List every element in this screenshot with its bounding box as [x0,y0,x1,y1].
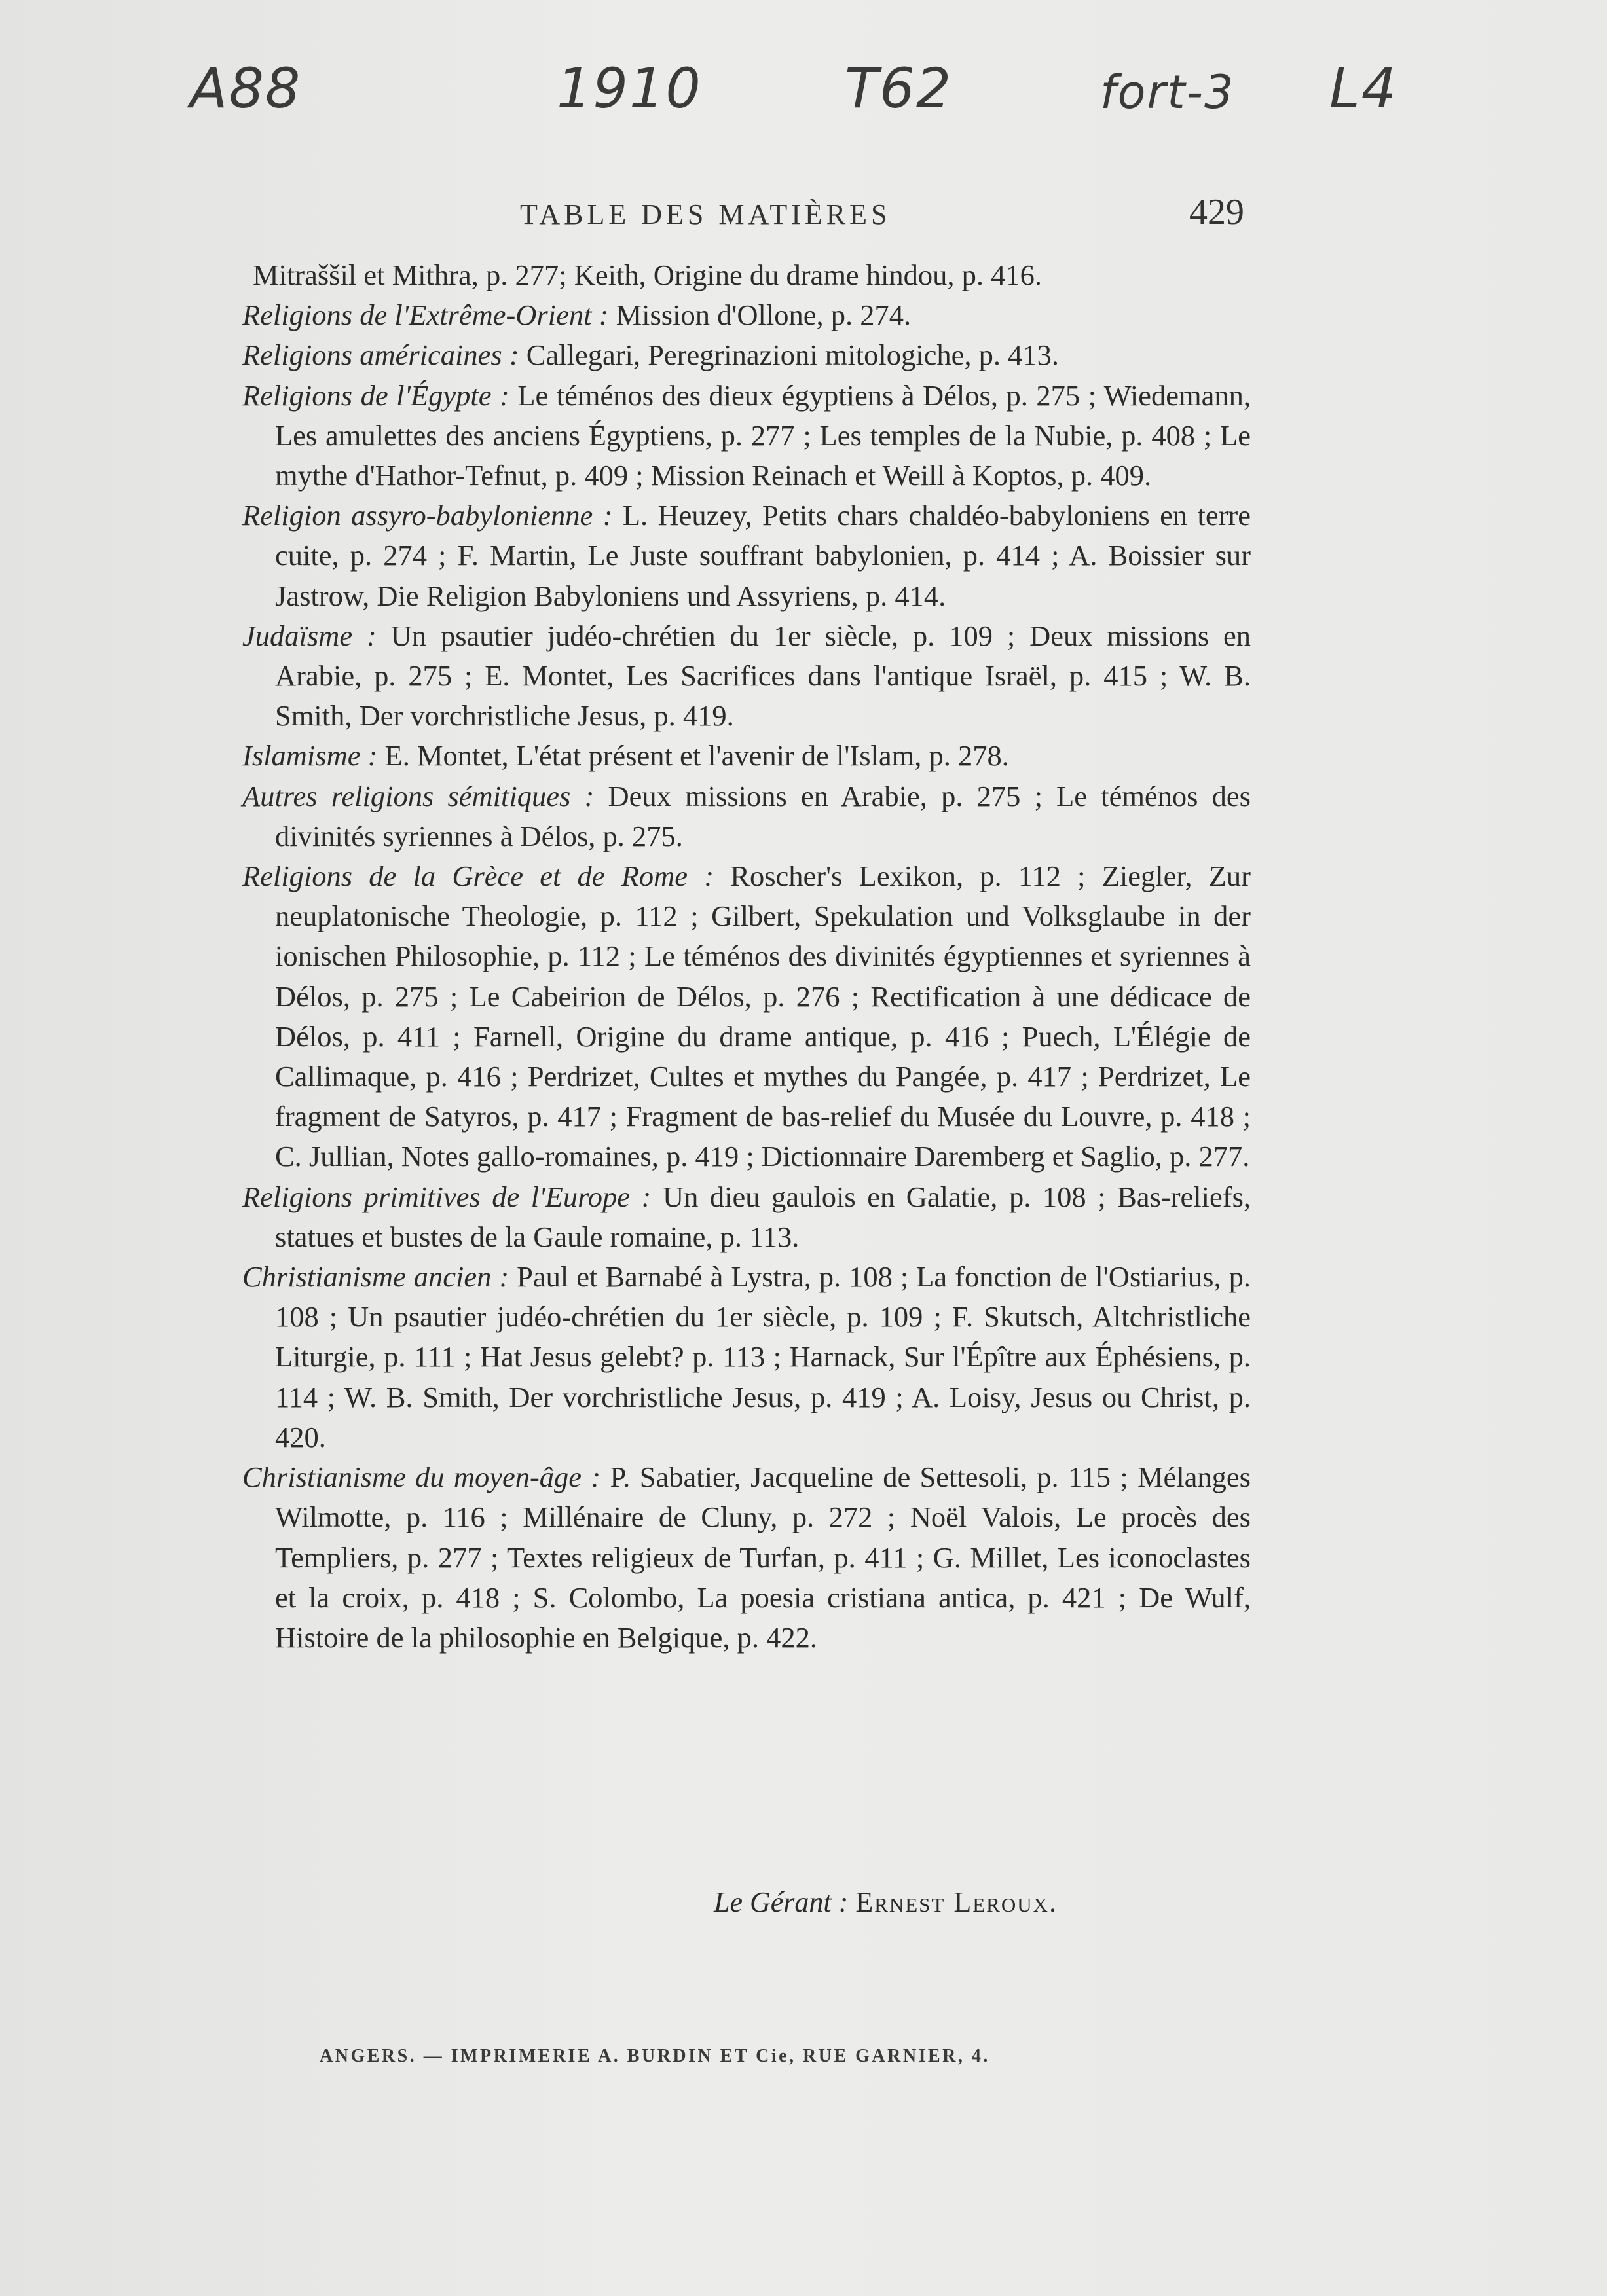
handwritten-note-3: T62 [845,56,953,120]
toc-entry [229,856,1251,1177]
toc-entry [229,496,1251,616]
toc-category: Religions de l'Extrême-Orient : [242,299,609,332]
toc-category: Religions de l'Égypte : [242,378,509,412]
toc-entry [229,295,1251,335]
toc-category: Religions de la Grèce et de Rome : [242,860,714,893]
handwritten-note-5: L4 [1329,56,1398,120]
toc-entry [229,1257,1251,1457]
toc-entry-text: Un dieu gaulois en Galatie, p. 108 ; Bas-reliefs, statues et bustes de la Gaule romaine, p. 113. [275,1180,1251,1253]
printer-imprint: ANGERS. — IMPRIMERIE A. BURDIN ET Cie, RUE GARNIER, 4. [320,2046,990,2066]
toc-entry [229,1177,1251,1257]
toc-entry-text: Callegari, Peregrinazioni mitologiche, p. 413. [526,338,1059,372]
signature-label: Le Gérant : [714,1886,849,1918]
toc-entry-text: Roscher's Lexikon, p. 112 ; Ziegler, Zur neuplatonische Theologie, p. 112 ; Gilbert, Spekulation und Volksglaube in der ionischen Philosophie, p. 112 ; Le téménos des divinités égyptiennes et syriennes à Délos, p. 275 ; Le Cabeirion de Délos, p. 276 ; Rectification à une dédicace de Délos, p. 411 ; Farnell, Origine du drame antique, p. 416 ; Puech, L'Élégie de Callimaque, p. 416 ; Perdrizet, Cultes et mythes du Pangée, p. 417 ; Perdrizet, Le fragment de Satyros, p. 417 ; Fragment de bas-relief du Musée du Louvre, p. 418 ; C. Jullian, Notes gallo-romaines, p. 419 ; Dictionnaire Daremberg et Saglio, p. 277. [275,860,1251,1173]
toc-entry [229,1457,1251,1658]
toc-entry-text: Mitraššil et Mithra, p. 277; Keith, Origine du drame hindou, p. 416. [253,259,1043,291]
signature [714,1886,1058,1919]
toc-category: Judaïsme : [242,619,377,652]
toc-category: Christianisme du moyen-âge : [242,1461,601,1494]
toc-entry-text: E. Montet, L'état présent et l'avenir de l'Islam, p. 278. [384,739,1009,773]
toc-entry [229,616,1251,737]
running-header [236,191,1244,244]
handwritten-note-1: A88 [190,56,302,120]
signature-name: Ernest Leroux. [855,1886,1058,1918]
toc-category: Religions primitives de l'Europe : [242,1180,652,1213]
toc-entry-text: Un psautier judéo-chrétien du 1er siècle, p. 109 ; Deux missions en Arabie, p. 275 ; E. Montet, Les Sacrifices dans l'antique Israël, p. 415 ; W. B. Smith, Der vorchristliche Jesus, p. 419. [275,619,1251,733]
toc-entry [229,736,1251,776]
toc-category: Religion assyro-babylonienne : [242,499,613,532]
handwritten-note-4: fort-3 [1100,65,1235,119]
toc-entry-text: Mission d'Ollone, p. 274. [616,299,912,332]
toc-entry [229,255,1251,295]
toc-category: Christianisme ancien : [242,1260,509,1294]
toc-entry [229,776,1251,856]
toc-entry-text: L. Heuzey, Petits chars chaldéo-babyloniens en terre cuite, p. 274 ; F. Martin, Le Juste souffrant babylonien, p. 414 ; A. Boissier sur Jastrow, Die Religion Babyloniens und Assyriens, p. 414. [275,499,1251,612]
toc-category: Autres religions sémitiques : [242,779,595,812]
header-title: TABLE DES MATIÈRES [520,198,891,230]
page-number: 429 [1189,192,1244,232]
handwritten-note-2: 1910 [557,56,702,120]
toc-entry-text: Le téménos des dieux égyptiens à Délos, p. 275 ; Wiedemann, Les amulettes des anciens Égyptiens, p. 277 ; Les temples de la Nubie, p. 408 ; Le mythe d'Hathor-Tefnut, p. 409 ; Mission Reinach et Weill à Koptos, p. 409. [275,378,1251,492]
toc-entry [229,376,1251,496]
table-of-contents [229,255,1251,1658]
toc-category: Islamisme : [242,739,378,773]
toc-entry-text: Paul et Barnabé à Lystra, p. 108 ; La fonction de l'Ostiarius, p. 108 ; Un psautier judéo-chrétien du 1er siècle, p. 109 ; F. Skutsch, Altchristliche Liturgie, p. 111 ; Hat Jesus gelebt? p. 113 ; Harnack, Sur l'Épître aux Éphésiens, p. 114 ; W. B. Smith, Der vorchristliche Jesus, p. 419 ; A. Loisy, Jesus ou Christ, p. 420. [275,1260,1251,1453]
toc-entry-text: Deux missions en Arabie, p. 275 ; Le téménos des divinités syriennes à Délos, p. 275. [275,779,1251,852]
toc-entry-text: P. Sabatier, Jacqueline de Settesoli, p. 115 ; Mélanges Wilmotte, p. 116 ; Millénaire de Cluny, p. 272 ; Noël Valois, Le procès des Templiers, p. 277 ; Textes religieux de Turfan, p. 411 ; G. Millet, Les iconoclastes et la croix, p. 418 ; S. Colombo, La poesia cristiana antica, p. 421 ; De Wulf, Histoire de la philosophie en Belgique, p. 422. [275,1461,1251,1654]
toc-entry [229,335,1251,375]
toc-category: Religions américaines : [242,338,519,372]
